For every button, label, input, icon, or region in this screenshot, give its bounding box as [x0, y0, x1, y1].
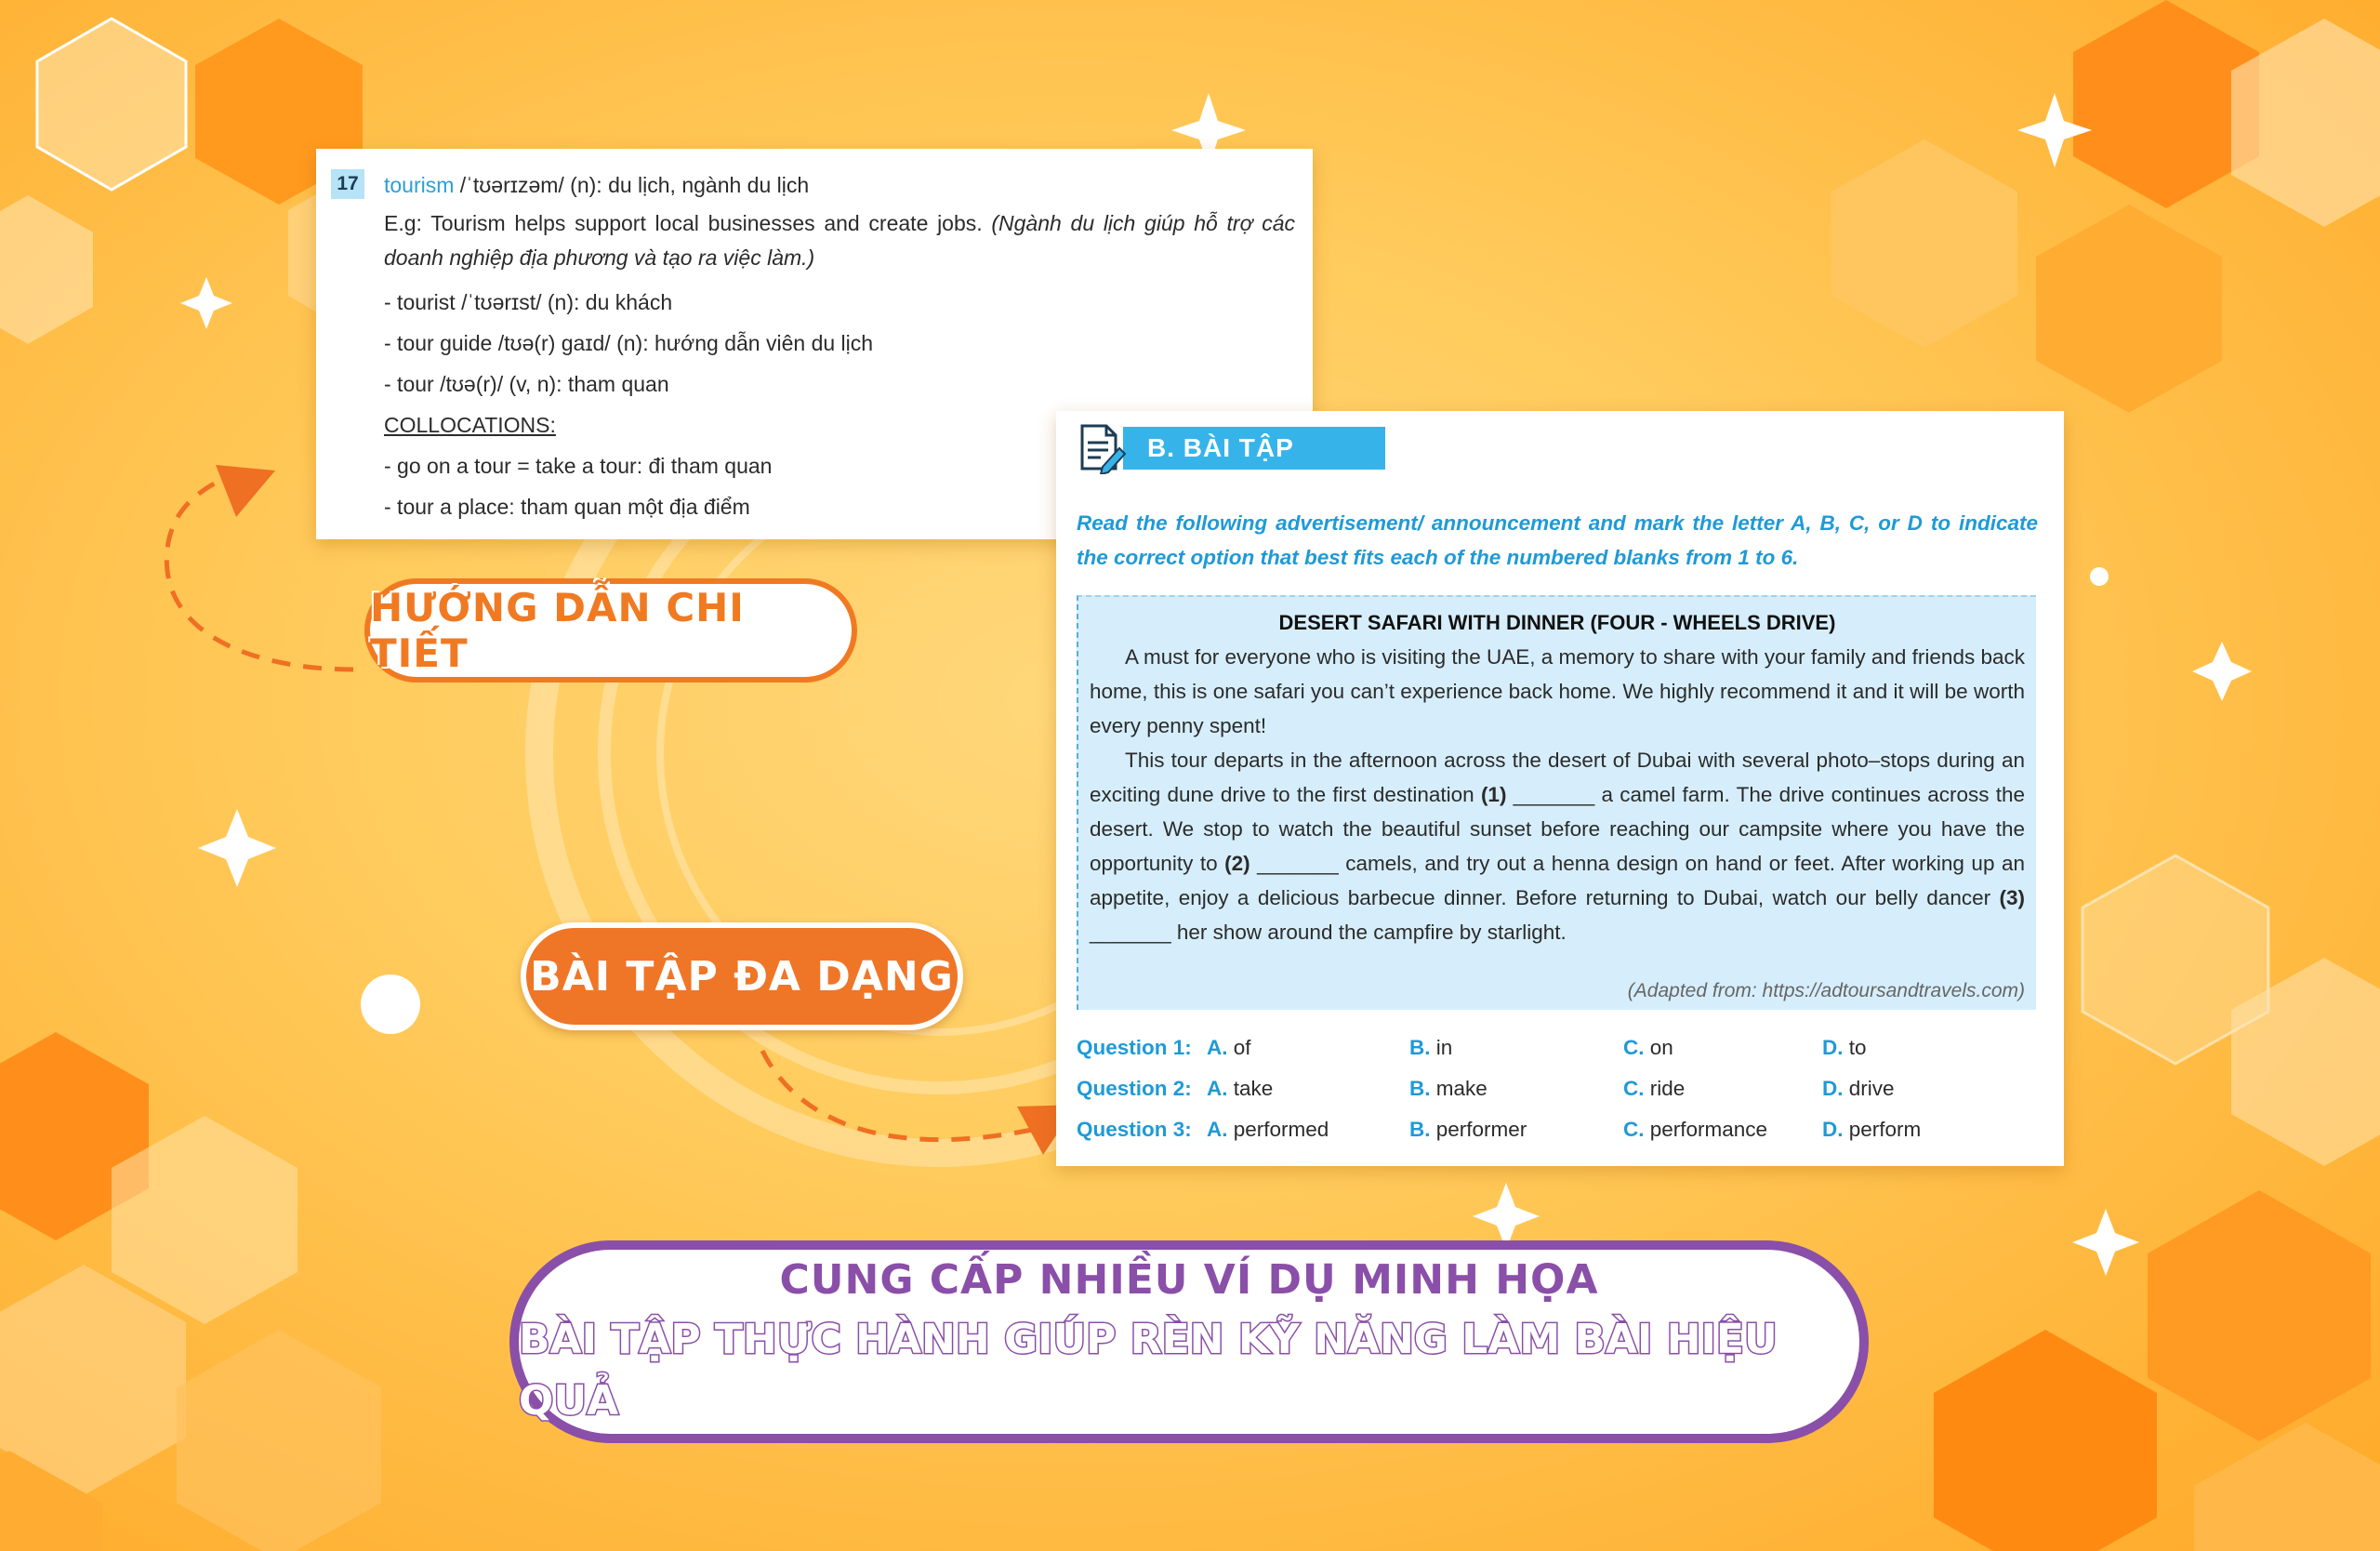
option-text: on [1649, 1036, 1673, 1059]
badge-detailed-guide [364, 578, 857, 683]
passage-text: This tour departs in the afternoon across the desert of Dubai with several photo–stops during an exciting dune drive to the first destination [1090, 749, 2025, 806]
question-label: Question 2: [1077, 1077, 1192, 1100]
option-text: take [1233, 1077, 1274, 1100]
banner-line-1: CUNG CẤP NHIỀU VÍ DỤ MINH HỌA [779, 1256, 1599, 1304]
feature-banner [509, 1240, 1869, 1443]
option-d[interactable] [1822, 1118, 1921, 1142]
vocab-headword: tourism [384, 173, 455, 197]
passage-paragraph-1: A must for everyone who is visiting the UAE, a memory to share with your family and friends back home, this is one safari you can’t experience back home. We highly recommend it and it will be worth every penny spent! [1090, 645, 2025, 737]
question-row [1077, 1118, 2043, 1151]
option-a[interactable] [1207, 1036, 1251, 1060]
option-a[interactable] [1207, 1118, 1329, 1142]
collocation-item: - tour a place: tham quan một địa điểm [384, 495, 750, 519]
option-b[interactable] [1409, 1036, 1452, 1060]
option-c[interactable] [1623, 1036, 1673, 1060]
passage-source: (Adapted from: https://adtoursandtravels.com) [1627, 980, 2025, 1001]
option-letter: C. [1623, 1077, 1645, 1100]
document-pen-icon [1075, 422, 1127, 474]
option-letter: B. [1409, 1118, 1431, 1141]
option-letter: B. [1409, 1036, 1431, 1059]
option-text: perform [1848, 1118, 1922, 1141]
badge-varied-exercises [521, 922, 963, 1030]
exercise-header [1075, 424, 1385, 472]
question-row [1077, 1036, 2043, 1069]
vocab-related-item: - tourist /ˈtʊərɪst/ (n): du khách [384, 290, 673, 314]
passage-title: DESERT SAFARI WITH DINNER (FOUR - WHEELS DRIVE) [1278, 611, 1836, 634]
vocab-related-item: - tour guide /tʊə(r) gaɪd/ (n): hướng dẫn viên du lịch [384, 331, 874, 355]
passage-text: _______ a camel farm. The drive continues across the desert. We stop to watch the beautiful sunset before reaching our campsite where you have the opportunity to [1090, 783, 2025, 875]
option-letter: C. [1623, 1118, 1645, 1141]
option-letter: D. [1822, 1036, 1844, 1059]
option-text: ride [1649, 1077, 1686, 1100]
vocab-example-text: E.g: Tourism helps support local businesses and create jobs. [384, 211, 992, 235]
passage-paragraph-2 [1090, 743, 2025, 949]
option-a[interactable] [1207, 1077, 1273, 1101]
blank-1: (1) [1480, 783, 1507, 806]
option-text: performed [1233, 1118, 1329, 1141]
vocab-definition: /ˈtʊərɪzəm/ (n): du lịch, ngành du lịch [454, 173, 810, 197]
question-label: Question 3: [1077, 1118, 1192, 1141]
blank-2: (2) [1224, 852, 1250, 875]
option-c[interactable] [1623, 1077, 1685, 1101]
option-d[interactable] [1822, 1036, 1867, 1060]
option-letter: D. [1822, 1077, 1844, 1100]
option-c[interactable] [1623, 1118, 1767, 1142]
exercise-instruction: Read the following advertisement/ announcement and mark the letter A, B, C, or D to indicate the correct option that best fits each of the numbered blanks from 1 to 6. [1077, 511, 2038, 569]
option-text: performer [1435, 1118, 1527, 1141]
banner-line-2: BÀI TẬP THỰC HÀNH GIÚP RÈN KỸ NĂNG LÀM BÀI HIỆU QUẢ [519, 1316, 1778, 1425]
exercise-card [1056, 411, 2064, 1166]
badge-detailed-guide-label: HƯỚNG DẪN CHI TIẾT [370, 585, 745, 676]
question-row [1077, 1077, 2043, 1110]
option-letter: C. [1623, 1036, 1645, 1059]
option-letter: D. [1822, 1118, 1844, 1141]
vocab-headword-line [384, 173, 809, 198]
option-letter: A. [1207, 1036, 1228, 1059]
option-d[interactable] [1822, 1077, 1895, 1101]
passage-text: _______ camels, and try out a henna design on hand or feet. After working up an appetite, enjoy a delicious barbecue dinner. Before returning to Dubai, watch our belly dancer [1090, 852, 2026, 909]
reading-passage [1077, 595, 2036, 1010]
option-text: of [1233, 1036, 1251, 1059]
question-label: Question 1: [1077, 1036, 1192, 1059]
option-letter: A. [1207, 1118, 1228, 1141]
option-text: to [1848, 1036, 1867, 1059]
option-letter: B. [1409, 1077, 1431, 1100]
blank-3: (3) [1999, 886, 2025, 909]
option-text: in [1435, 1036, 1453, 1059]
passage-text: _______ her show around the campfire by starlight. [1090, 921, 1567, 944]
vocab-related-item: - tour /tʊə(r)/ (v, n): tham quan [384, 372, 669, 396]
collocations-heading: COLLOCATIONS: [384, 413, 556, 437]
option-text: make [1435, 1077, 1488, 1100]
vocab-example [384, 206, 1295, 275]
section-title: B. BÀI TẬP [1123, 427, 1385, 470]
entry-number: 17 [331, 169, 364, 199]
option-text: performance [1649, 1118, 1768, 1141]
option-b[interactable] [1409, 1118, 1527, 1142]
option-b[interactable] [1409, 1077, 1488, 1101]
badge-varied-exercises-label: BÀI TẬP ĐA DẠNG [530, 952, 954, 1001]
option-letter: A. [1207, 1077, 1228, 1100]
collocation-item: - go on a tour = take a tour: đi tham quan [384, 454, 773, 478]
option-text: drive [1848, 1077, 1895, 1100]
vocab-example-translation: (Ngành du lịch giúp hỗ trợ các doanh nghiệp địa phương và tạo ra việc làm.) [384, 211, 1295, 270]
